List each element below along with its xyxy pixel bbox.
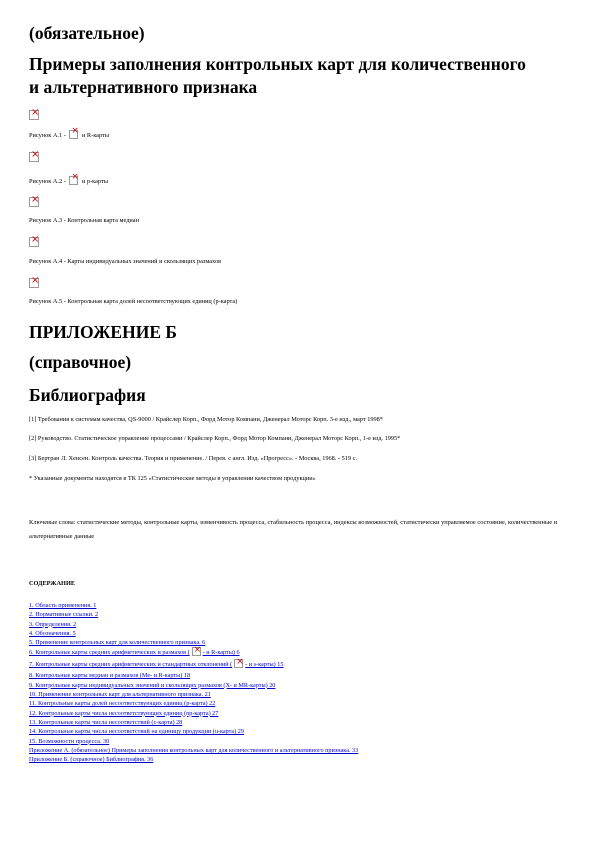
reference-item: [1] Требования к системам качества, QS-9000 / Крайслер Корп., Форд Мотор Компани, Дженерал Моторс Корп. 3-е изд., март 1998* bbox=[29, 416, 383, 423]
toc-link[interactable]: 13. Контрольные карты числа несоответствий (c-карта) 28 bbox=[29, 718, 183, 726]
toc-item bbox=[29, 718, 358, 727]
caption-text: Рисунок А.1 - bbox=[29, 132, 68, 139]
keywords: Ключевые слова: статистические методы, контрольные карты, изменчивость процесса, стабильность процесса, индексы возможностей, статистически управляемое состояние, количественные и альтернативные данные bbox=[29, 519, 558, 540]
broken-image-icon bbox=[29, 110, 39, 120]
toc-link-text: - и R-карты) 6 bbox=[202, 649, 240, 657]
caption-text: и R-карты bbox=[80, 132, 110, 139]
toc-link[interactable] bbox=[29, 661, 283, 668]
toc-item bbox=[29, 620, 358, 629]
toc-item bbox=[29, 610, 358, 619]
toc-link[interactable]: Приложение Б. (справочное) Библиография. 36 bbox=[29, 756, 154, 764]
toc-link[interactable]: Приложение А. (обязательное) Примеры заполнения контрольных карт для количественного и альтернативного признака. 33 bbox=[29, 746, 359, 754]
toc-item bbox=[29, 727, 358, 736]
toc-link[interactable]: 3. Определения. 2 bbox=[29, 620, 77, 628]
heading-examples-line2: и альтернативного признака bbox=[29, 77, 258, 97]
toc-link-text: 7. Контрольные карты средних арифметических и стандартных отклонений ( bbox=[29, 661, 233, 669]
table-of-contents bbox=[29, 601, 358, 764]
figure-caption-a1 bbox=[29, 130, 109, 140]
figure-caption-a2 bbox=[29, 176, 108, 186]
heading-reference: (справочное) bbox=[29, 352, 132, 372]
toc-link[interactable]: 14. Контрольные карты числа несоответствий на единицу продукции (u-карта) 29 bbox=[29, 728, 244, 736]
footnote: * Указанные документы находятся в ТК 125 «Статистические методы в управлении качеством продукции» bbox=[29, 475, 316, 482]
broken-image-icon bbox=[69, 130, 78, 139]
toc-item bbox=[29, 629, 358, 638]
toc-link[interactable]: 8. Контрольные карты медиан и размахов (Me- и R-карты) 18 bbox=[29, 672, 191, 680]
heading-examples: Примеры заполнения контрольных карт для количественного bbox=[29, 54, 526, 74]
toc-item bbox=[29, 659, 358, 671]
figure-caption-a4: Рисунок А.4 - Карты индивидуальных значений и скользящих размахов bbox=[29, 258, 222, 265]
broken-image-icon bbox=[234, 659, 243, 668]
broken-image-icon bbox=[29, 278, 39, 288]
broken-image-icon bbox=[192, 647, 201, 656]
figure-caption-a3: Рисунок А.3 - Контрольная карта медиан bbox=[29, 217, 139, 224]
heading-mandatory: (обязательное) bbox=[29, 23, 145, 43]
toc-item bbox=[29, 681, 358, 690]
broken-image-icon bbox=[29, 197, 39, 207]
toc-link-text: - и s-карты) 15 bbox=[245, 661, 284, 669]
reference-item: [3] Бертран Л. Хенсен. Контроль качества. Теория и применение. / Перев. с англ. Изд. «Прогресс». - Москва, 1968. - 519 с. bbox=[29, 455, 358, 462]
toc-item bbox=[29, 737, 358, 746]
broken-image-icon bbox=[29, 152, 39, 162]
toc-link[interactable]: 10. Применение контрольных карт для альтернативного признака. 21 bbox=[29, 691, 211, 699]
toc-item bbox=[29, 746, 358, 755]
broken-image-icon bbox=[29, 237, 39, 247]
toc-item bbox=[29, 671, 358, 680]
broken-image-icon bbox=[69, 176, 78, 185]
toc-link[interactable]: 12. Контрольные карты числа несоответствующих единиц (np-карта) 27 bbox=[29, 709, 219, 717]
toc-link-text: 6. Контрольные карты средних арифметических и размахов ( bbox=[29, 649, 190, 657]
figure-caption-a5: Рисунок А.5 - Контрольная карта долей несоответствующих единиц (p-карта) bbox=[29, 298, 238, 305]
toc-link[interactable]: 9. Контрольные карты индивидуальных значений и скользящих размахов (X- и MR-карты) 20 bbox=[29, 681, 276, 689]
toc-link[interactable]: 15. Возможности процесса. 30 bbox=[29, 737, 110, 745]
toc-item bbox=[29, 690, 358, 699]
heading-bibliography: Библиография bbox=[29, 385, 146, 405]
toc-link[interactable]: 11. Контрольные карты долей несоответствующих единиц (p-карта) 22 bbox=[29, 700, 216, 708]
reference-item: [2] Руководство. Статистическое управление процессами / Крайслер Корп., Форд Мотор Компани, Дженерал Моторс Корп., 1-е изд. 1995* bbox=[29, 435, 401, 442]
caption-text: Рисунок А.2 - bbox=[29, 178, 68, 185]
toc-link[interactable] bbox=[29, 649, 240, 656]
caption-text: и p-карты bbox=[80, 178, 108, 185]
toc-item bbox=[29, 755, 358, 764]
toc-link[interactable]: 2. Нормативные ссылки. 2 bbox=[29, 611, 99, 619]
heading-appendix-b: ПРИЛОЖЕНИЕ Б bbox=[29, 322, 177, 342]
toc-item bbox=[29, 601, 358, 610]
toc-link[interactable]: 5. Применение контрольных карт для количественного признака. 6 bbox=[29, 639, 206, 647]
toc-link[interactable]: 4. Обозначения. 5 bbox=[29, 629, 76, 637]
toc-item bbox=[29, 699, 358, 708]
toc-title: СОДЕРЖАНИЕ bbox=[29, 580, 76, 587]
toc-item bbox=[29, 709, 358, 718]
toc-item bbox=[29, 647, 358, 659]
toc-link[interactable]: 1. Область применения. 1 bbox=[29, 602, 97, 609]
